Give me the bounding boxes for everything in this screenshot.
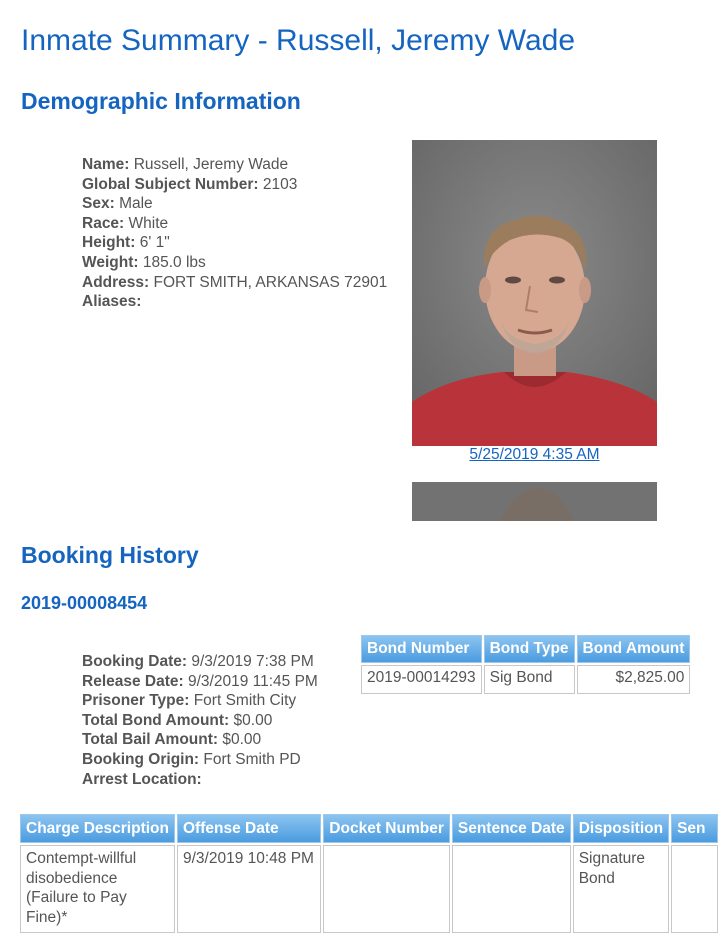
table-row [20,845,718,933]
charge-description-header[interactable]: Charge Description [20,814,175,843]
offense-date-cell: 9/3/2019 10:48 PM [177,845,321,933]
offense-date-header[interactable]: Offense Date [177,814,321,843]
sentence-date-cell [452,845,571,933]
charge-table [18,812,720,935]
bond-amount-cell: $2,825.00 [577,665,691,694]
charge-description-cell: Contempt-willful disobedience (Failure to Pay Fine)* [20,845,175,933]
bond-header-row [361,635,690,663]
booking-history-heading: Booking History [21,542,199,568]
sentence-header[interactable]: Sen [671,814,718,843]
charge-table-wrapper [18,812,720,935]
bond-number-cell: 2019-00014293 [361,665,482,694]
field-race: Race: White [82,214,169,232]
field-booking-origin: Booking Origin: Fort Smith PD [82,750,301,768]
table-row [361,665,690,694]
field-aliases: Aliases: [82,293,142,311]
sentence-date-header[interactable]: Sentence Date [452,814,571,843]
field-global-subject-number: Global Subject Number: 2103 [82,175,298,193]
bond-number-header[interactable]: Bond Number [361,635,482,663]
field-weight: Weight: 185.0 lbs [82,253,206,271]
second-mugshot-image [412,482,657,521]
field-sex: Sex: Male [82,195,153,213]
sentence-cell [671,845,718,933]
field-height: Height: 6' 1" [82,234,170,252]
bond-type-cell: Sig Bond [484,665,575,694]
bond-amount-header[interactable]: Bond Amount [577,635,691,663]
demographic-heading: Demographic Information [21,88,301,114]
field-booking-date: Booking Date: 9/3/2019 7:38 PM [82,653,314,670]
second-mugshot-photo[interactable] [412,482,657,521]
disposition-header[interactable]: Disposition [573,814,669,843]
field-arrest-location: Arrest Location: [82,770,202,788]
field-prisoner-type: Prisoner Type: Fort Smith City [82,692,297,710]
bond-type-header[interactable]: Bond Type [484,635,575,663]
mugshot-photo[interactable] [412,140,657,446]
docket-number-cell [323,845,450,933]
mugshot-image [412,140,657,446]
docket-number-header[interactable]: Docket Number [323,814,450,843]
photo-date-link[interactable]: 5/25/2019 4:35 AM [469,446,600,463]
booking-info [82,652,318,789]
charge-header-row [20,814,718,843]
field-total-bond-amount: Total Bond Amount: $0.00 [82,711,273,729]
field-release-date: Release Date: 9/3/2019 11:45 PM [82,672,318,690]
demographic-info [82,155,387,312]
bond-table [359,633,692,696]
booking-number: 2019-00008454 [21,593,148,613]
disposition-cell: Signature Bond [573,845,669,933]
page-title: Inmate Summary - Russell, Jeremy Wade [21,24,576,57]
field-name: Name: Russell, Jeremy Wade [82,156,289,173]
field-total-bail-amount: Total Bail Amount: $0.00 [82,731,262,749]
field-address: Address: FORT SMITH, ARKANSAS 72901 [82,273,388,291]
